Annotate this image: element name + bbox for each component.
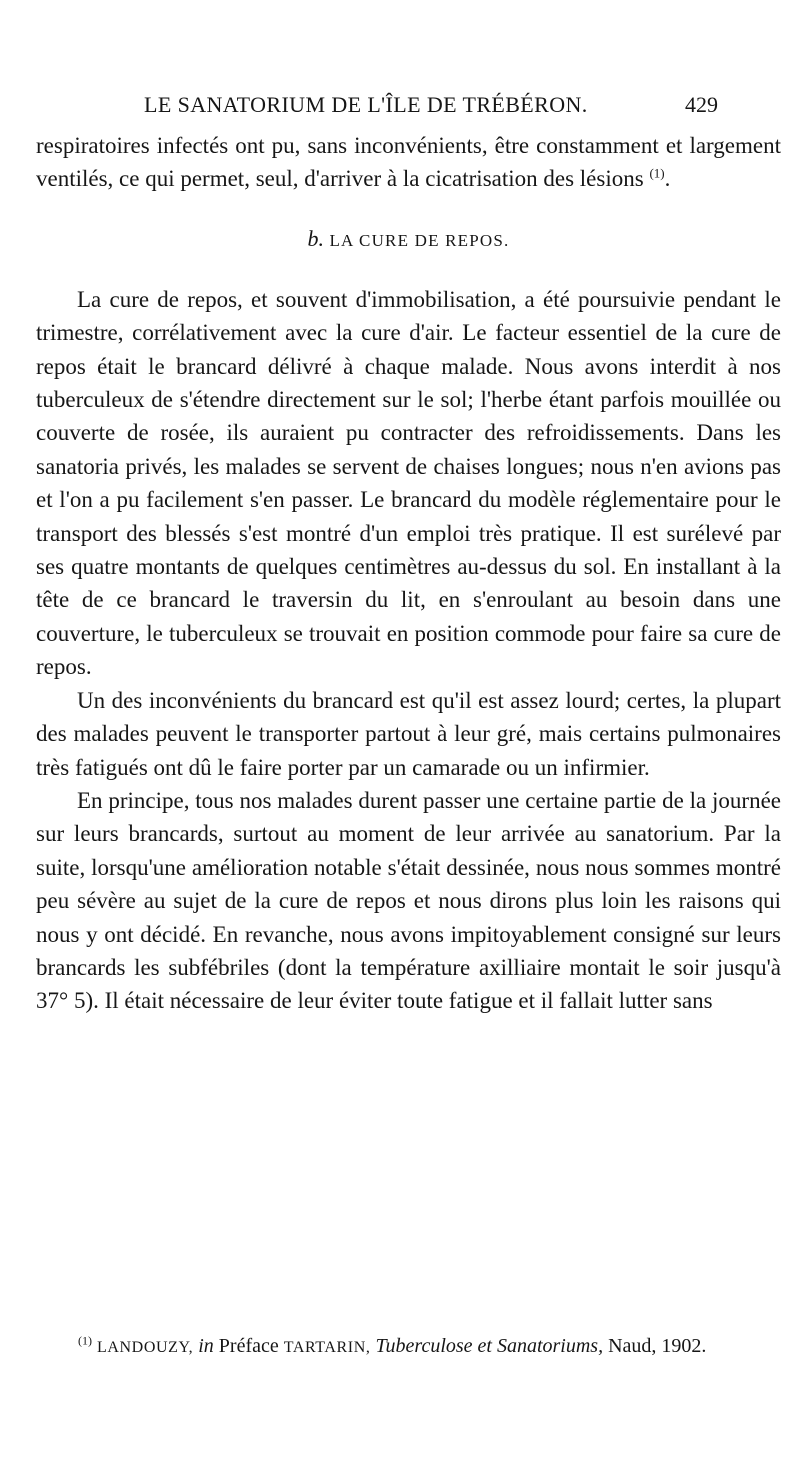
paragraph-intro-text: respiratoires infectés ont pu, sans inconvénients, être constamment et largement ventilés, ce qui permet, seul, d'arriver à la cicatrisation des lésions bbox=[36, 133, 781, 192]
paragraph-cure-repos: La cure de repos, et souvent d'immobilisation, a été poursuivie pendant le trimestre, corrélativement avec la cure d'air. Le facteur essentiel de la cure de repos était le brancard délivré à chaque malade. Nous avons interdit à nos tuberculeux de s'étendre directement sur le sol; l'herbe étant parfois mouillée ou couverte de rosée, ils auraient pu contracter des refroidissements. Dans les sanatoria privés, les malades se servent de chaises longues; nous n'en avions pas et l'on a pu facilement s'en passer. Le brancard du modèle réglementaire pour le transport des blessés s'est montré d'un emploi très pratique. Il est surélevé par ses quatre montants de quelques centimètres au-dessus du sol. En installant à la tête de ce brancard le traversin du lit, en s'enroulant au besoin dans une couverture, le tuberculeux se trouvait en position commode pour faire sa cure de repos. bbox=[36, 286, 781, 680]
footnote-work: Tuberculose et Sanatoriums, bbox=[375, 1335, 604, 1357]
paragraph-intro-tail: . bbox=[664, 166, 671, 192]
section-letter: b. bbox=[307, 225, 324, 251]
footnote-mark: (1) bbox=[78, 1333, 92, 1348]
footnotes bbox=[36, 1330, 781, 1364]
page-number: 429 bbox=[685, 92, 718, 117]
footnote-preface: Préface bbox=[218, 1335, 279, 1357]
section-heading bbox=[36, 224, 781, 256]
footnote-author: LANDOUZY, bbox=[97, 1339, 194, 1356]
running-title: LE SANATORIUM DE L'ÎLE DE TRÉBÉRON. bbox=[144, 92, 588, 117]
footnote-in: in bbox=[198, 1335, 214, 1357]
footnote-preface-author: TARTARIN, bbox=[283, 1339, 371, 1356]
footnote bbox=[36, 1330, 781, 1364]
section-title: LA CURE DE REPOS. bbox=[329, 230, 510, 250]
footnote-publisher-year: Naud, 1902. bbox=[608, 1335, 707, 1357]
page-header bbox=[100, 92, 718, 122]
paragraph-inconvenients: Un des inconvénients du brancard est qu'il est assez lourd; certes, la plupart des malades peuvent le transporter partout à leur gré, mais certains pulmonaires très fatigués ont dû le faire porter par un camarade ou un infirmier. bbox=[36, 687, 781, 780]
body-text bbox=[36, 129, 781, 1018]
footnote-reference: (1) bbox=[649, 165, 665, 181]
paragraph-intro bbox=[36, 129, 781, 196]
paragraph-principe: En principe, tous nos malades durent passer une certaine partie de la journée sur leurs brancards, surtout au moment de leur arrivée au sanatorium. Par la suite, lorsqu'une amélioration notable s'était dessinée, nous nous sommes montré peu sévère au sujet de la cure de repos et nous dirons plus loin les raisons qui nous y ont décidé. En revanche, nous avons impitoyablement consigné sur leurs brancards les subfébriles (dont la température axilliaire montait le soir jusqu'à 37° 5). Il était nécessaire de leur éviter toute fatigue et il fallait lutter sans bbox=[36, 787, 781, 1014]
